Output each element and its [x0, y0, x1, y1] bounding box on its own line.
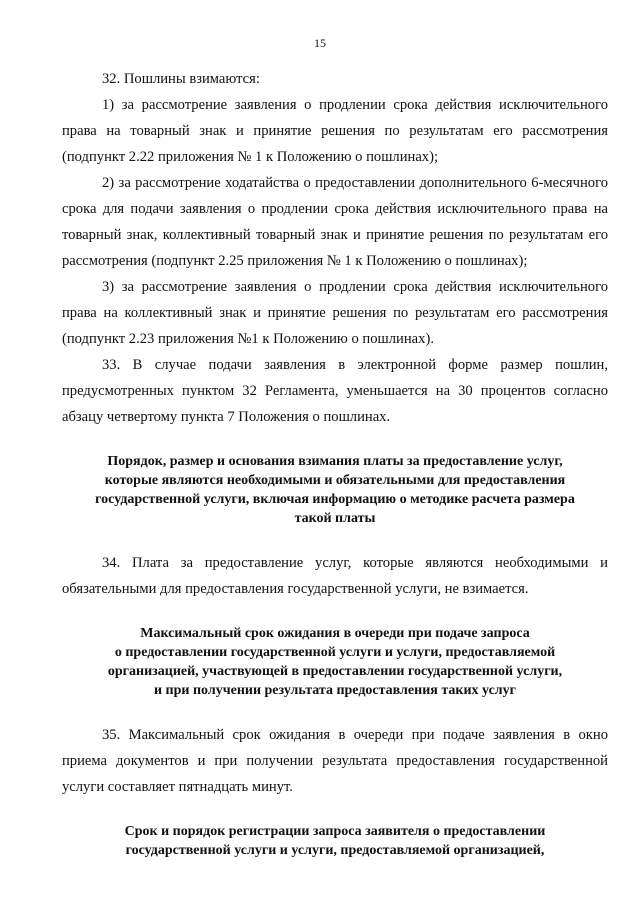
- heading-line: организацией, участвующей в предоставлении государственной услуги,: [107, 664, 563, 679]
- heading-line: Порядок, размер и основания взимания платы за предоставление услуг,: [107, 454, 563, 469]
- document-body: [62, 66, 608, 882]
- heading-line: и при получении результата предоставления таких услуг: [153, 683, 517, 698]
- page-number: 15: [314, 36, 326, 50]
- heading-line: государственной услуги, включая информацию о методике расчета размера: [95, 492, 575, 507]
- heading-line: о предоставлении государственной услуги и услуги, предоставляемой: [114, 645, 556, 660]
- heading-line: которые являются необходимыми и обязательными для предоставления: [104, 473, 566, 488]
- registration-section-heading: [62, 822, 608, 860]
- queue-section-heading: [62, 624, 608, 700]
- heading-line: Максимальный срок ожидания в очереди при подаче запроса: [140, 626, 530, 641]
- paragraph-32-intro: 32. Пошлины взимаются:: [102, 71, 260, 87]
- heading-line: такой платы: [294, 511, 376, 526]
- fees-section-heading: [62, 452, 608, 528]
- paragraph-34: 34. Плата за предоставление услуг, которые являются необходимыми и обязательными для предоставления государственной услуги, не взимается.: [62, 555, 608, 597]
- paragraph-35: 35. Максимальный срок ожидания в очереди при подаче заявления в окно приема документов и при получении результата предоставления государственной услуги составляет пятнадцать минут.: [62, 727, 608, 795]
- paragraph-32-item-2: 2) за рассмотрение ходатайства о предоставлении дополнительного 6-месячного срока для подачи заявления о продлении срока действия исключительного права на товарный знак, коллективный товарный знак и принятие решения по результатам его рассмотрения (подпункт 2.25 приложения № 1 к Положению о пошлинах);: [62, 175, 608, 269]
- paragraph-32-item-1: 1) за рассмотрение заявления о продлении срока действия исключительного права на товарный знак и принятие решения по результатам его рассмотрения (подпункт 2.22 приложения № 1 к Положению о пошлинах);: [62, 97, 608, 165]
- heading-line: государственной услуги и услуги, предоставляемой организацией,: [125, 843, 545, 858]
- heading-line: Срок и порядок регистрации запроса заявителя о предоставлении: [124, 824, 546, 839]
- paragraph-33: 33. В случае подачи заявления в электронной форме размер пошлин, предусмотренных пунктом 32 Регламента, уменьшается на 30 процентов согласно абзацу четвертому пункта 7 Положения о пошлинах.: [62, 357, 608, 425]
- paragraph-32-item-3: 3) за рассмотрение заявления о продлении срока действия исключительного права на коллективный знак и принятие решения по результатам его рассмотрения (подпункт 2.23 приложения №1 к Положению о пошлинах).: [62, 279, 608, 347]
